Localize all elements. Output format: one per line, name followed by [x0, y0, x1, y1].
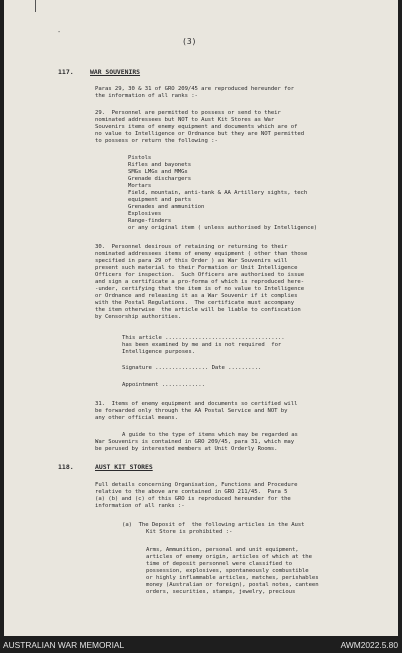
text-line: money (Australian or foreign), postal notes, canteen [146, 582, 319, 588]
list-item: SMGs LMGs and MMGs [128, 169, 188, 175]
text-line: information of all ranks :- [95, 503, 185, 509]
page-number: (3) [182, 37, 197, 46]
list-item: Field, mountain, anti-tank & AA Artillery sights, tech [128, 190, 308, 196]
text-line: be forwarded only through the AA Postal Service and NOT by [95, 408, 288, 414]
text-line: to possess or return the following :- [95, 138, 218, 144]
text-line: articles of enemy origin, articles of which at the [146, 554, 312, 560]
list-item: Explosives [128, 211, 162, 217]
certificate-signature: Signature ................ Date .......... [122, 365, 262, 371]
margin-mark [35, 0, 36, 12]
list-item: or any original item ( unless authorised by Intelligence) [128, 225, 318, 231]
text-line: orders, securities, stamps, jewelry, precious [146, 589, 296, 595]
text-line: possession, explosives, spontaneously combustible [146, 568, 309, 574]
text-line: 29. Personnel are permitted to possess or send to their [95, 110, 281, 116]
text-line: nominated addressees items of enemy equipment ( other than those [95, 251, 308, 257]
text-line: with the Postal Regulations. The certificate must accompany [95, 300, 295, 306]
text-line: specified in para 29 of this Order ) as War Souvenirs will [95, 258, 288, 264]
text-line: by Censorship authorities. [95, 314, 182, 320]
text-line: or highly inflammable articles, matches, perishables [146, 575, 319, 581]
footer-institution: AUSTRALIAN WAR MEMORIAL [3, 640, 125, 650]
text-line: relative to the above are contained in GRO 211/45. Para 5 [95, 489, 288, 495]
document-page [4, 0, 398, 636]
text-line: Souvenirs items of enemy equipment and documents which are of [95, 124, 298, 130]
text-line: Full details concerning Organisation, Functions and Procedure [95, 482, 298, 488]
list-item: Pistols [128, 155, 152, 161]
list-item: Range-finders [128, 218, 172, 224]
list-item: Rifles and bayonets [128, 162, 192, 168]
list-item: Grenade dischargers [128, 176, 192, 182]
text-line: 30. Personnel desirous of retaining or returning to their [95, 244, 288, 250]
text-line: be perused by interested members at Unit Orderly Rooms. [95, 446, 278, 452]
section-title: WAR SOUVENIRS [90, 68, 141, 76]
text-line: Officers for inspection. Such Officers are authorised to issue [95, 272, 305, 278]
certificate-line: has been examined by me and is not required for [122, 342, 282, 348]
text-line: nominated addressees but NOT to Aust Kit Stores as War [95, 117, 275, 123]
archive-footer [0, 636, 402, 653]
section-number: 118. [58, 463, 74, 471]
text-line: and sign a certificate a pro-forma of which is reproduced here- [95, 279, 305, 285]
list-item: Grenades and ammunition [128, 204, 205, 210]
text-line: or Ordnance and releasing it as a War Souvenir if it complies [95, 293, 298, 299]
text-line: the information of all ranks :- [95, 93, 198, 99]
list-item: Mortars [128, 183, 152, 189]
text-line: Arms, Ammunition, personal and unit equipment, [146, 547, 299, 553]
text-line: time of deposit personnel were classified to [146, 561, 292, 567]
text-line: the item otherwise the article will be liable to confiscation [95, 307, 301, 313]
tick-mark: - [57, 28, 62, 36]
text-line: 31. Items of enemy equipment and documents so certified will [95, 401, 298, 407]
sub-clause: Kit Store is prohibited :- [146, 529, 233, 535]
certificate-appointment: Appointment ............. [122, 382, 205, 388]
text-line: present such material to their Formation or Unit Intelligence [95, 265, 298, 271]
list-item: equipment and parts [128, 197, 192, 203]
sub-clause: (a) The Deposit of the following articles in the Aust [122, 522, 305, 528]
text-line: War Souvenirs is contained in GRO 209/45, para 31, which may [95, 439, 295, 445]
footer-reference: AWM2022.5.80 [340, 640, 398, 650]
text-line: Paras 29, 30 & 31 of GRO 209/45 are reproduced hereunder for [95, 86, 295, 92]
text-line: (a) (b) and (c) of this GRO is reproduced hereunder for the [95, 496, 291, 502]
section-title: AUST KIT STORES [95, 463, 153, 471]
text-line: any other official means. [95, 415, 178, 421]
certificate-line: Intelligence purposes. [122, 349, 195, 355]
section-number: 117. [58, 68, 74, 76]
text-line: no value to Intelligence or Ordnance but they are NOT permitted [95, 131, 305, 137]
text-line: -under, certifying that the item is of no value to Intelligence [95, 286, 305, 292]
text-line: A guide to the type of items which may be regarded as [122, 432, 298, 438]
certificate-line: This article .................................... [122, 335, 285, 341]
